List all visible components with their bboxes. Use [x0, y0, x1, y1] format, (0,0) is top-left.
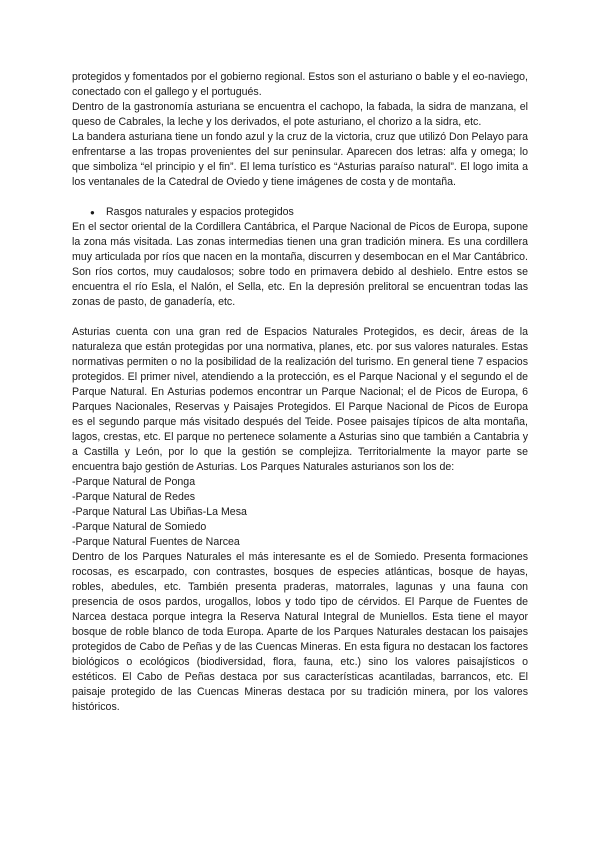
spacer	[72, 310, 528, 325]
paragraph-gastronomy: Dentro de la gastronomía asturiana se encuentra el cachopo, la fabada, la sidra de manzana, el queso de Cabrales, la leche y los derivados, el pote asturiano, el chorizo a la sidra, etc.	[72, 101, 528, 128]
list-item: -Parque Natural de Ponga	[72, 476, 196, 488]
document-page	[72, 70, 528, 715]
list-item: -Parque Natural Fuentes de Narcea	[72, 536, 240, 548]
paragraph-flag: La bandera asturiana tiene un fondo azul y la cruz de la victoria, cruz que utilizó Don Pelayo para enfrentarse a las tropas provenientes del sur peninsular. Aparecen dos letras: alfa y omega; lo que simboliza “el principio y el fin”. El lema turístico es “Asturias paraíso natural”. El logo imita a los ventanales de la Catedral de Oviedo y tiene imágenes de costa y de montaña.	[72, 131, 528, 188]
bullet-icon: ●	[90, 208, 95, 217]
parks-list	[72, 475, 528, 550]
spacer	[72, 190, 528, 205]
section-heading-text: Rasgos naturales y espacios protegidos	[106, 206, 294, 218]
paragraph-somiedo: Dentro de los Parques Naturales el más interesante es el de Somiedo. Presenta formaciones rocosas, es escarpado, con contrastes, bosques de especies atlánticas, bosque de hayas, robles, abedules, etc. También presenta praderas, matorrales, lagunas y una fauna con presencia de osos pardos, urogallos, lobos y todo tipo de cérvidos. El Parque de Fuentes de Narcea destaca porque integra la Reserva Natural Integral de Muniellos. Esta tiene el mayor bosque de roble blanco de toda Europa. Aparte de los Parques Naturales destacan los paisajes protegidos de Cabo de Peñas y de las Cuencas Mineras. En esta figura no destacan los factores biológicos o ecológicos (biodiversidad, flora, fauna, etc.) sino los valores paisajísticos o estéticos. El Cabo de Peñas destaca por sus características acantiladas, barrancos, etc. El paisaje protegido de las Cuencas Mineras destaca por su tradición minera, por los valores históricos.	[72, 551, 528, 713]
paragraph-languages: protegidos y fomentados por el gobierno regional. Estos son el asturiano o bable y el eo-naviego, conectado con el gallego y el portugués.	[72, 71, 528, 98]
list-item: -Parque Natural de Somiedo	[72, 521, 207, 533]
section-heading	[72, 205, 528, 220]
list-item: -Parque Natural de Redes	[72, 491, 196, 503]
paragraph-protected-spaces: Asturias cuenta con una gran red de Espacios Naturales Protegidos, es decir, áreas de la naturaleza que están protegidas por una normativa, planes, etc. por sus valores naturales. Estas normativas permiten o no la posibilidad de la realización del turismo. En general tiene 7 espacios protegidos. El primer nivel, atendiendo a la protección, es el Parque Nacional y el segundo el de Parque Natural. En Asturias podemos encontrar un Parque Nacional; el de Picos de Europa, 6 Parques Nacionales, Reservas y Paisajes Protegidos. El Parque Nacional de Picos de Europa es el segundo parque más visitado después del Teide. Posee paisajes típicos de alta montaña, lagos, crestas, etc. El parque no pertenece solamente a Asturias sino que también a Cantabria y a Castilla y León, por lo que la gestión se complejiza. Territorialmente la mayor parte se encuentra bajo gestión de Asturias. Los Parques Naturales asturianos son los de:	[72, 326, 528, 473]
list-item: -Parque Natural Las Ubiñas-La Mesa	[72, 506, 247, 518]
paragraph-geography: En el sector oriental de la Cordillera Cantábrica, el Parque Nacional de Picos de Europa, supone la zona más visitada. Las zonas intermedias tienen una gran tradición minera. Es una cordillera muy articulada por ríos que nacen en la montaña, discurren y desembocan en el Mar Cantábrico. Son ríos cortos, muy caudalosos; sobre todo en primavera debido al deshielo. Entre estos se encuentra el río Esla, el Nalón, el Sella, etc. En la depresión prelitoral se encuentran todas las zonas de pasto, de ganadería, etc.	[72, 221, 528, 308]
